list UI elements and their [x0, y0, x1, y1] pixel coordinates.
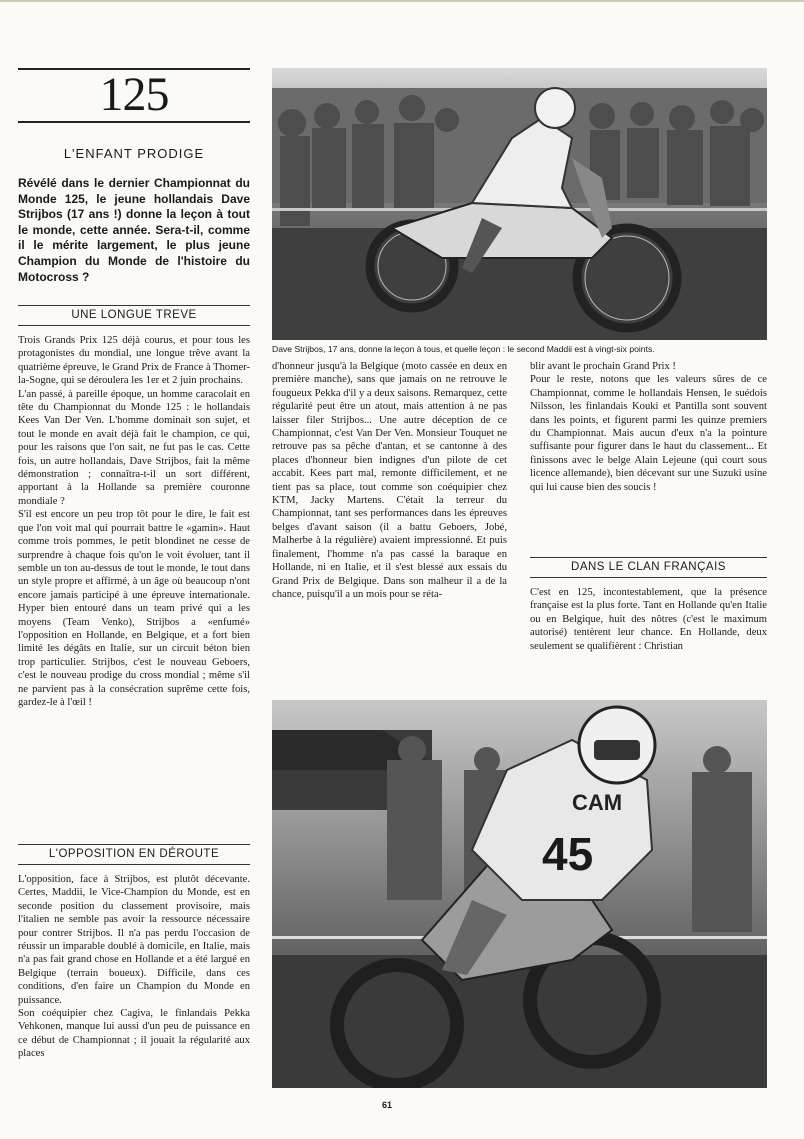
body-column-left-bottom [18, 873, 250, 1089]
motocross-rider-photo [272, 700, 767, 1088]
paragraph: Trois Grands Prix 125 déjà courus, et pour tous les protagonistes du mondial, une longue trêve avant la quatrième épreuve, le Grand Prix de France à Thomer-la-Sogne, qui se déroulera les 1er et 2 juin prochains. [18, 335, 250, 387]
subhead-longue-treve: UNE LONGUE TREVE [71, 309, 197, 321]
photo-christian [272, 700, 767, 1088]
paragraph: S'il est encore un peu trop tôt pour le dire, le fait est que l'on voit mal qui pourrait battre le «gamin». Haut comme trois pommes, le petit blondinet ne cesse de surprendre à chaque fois qu'on le voit évoluer, tant il semble un ton au-dessus de tout le monde, le tout dans un style propre et affirmé, à un âge où beaucoup n'ont encore jamais participé à une épreuve internationale. Hyper bien entouré dans un team privé qui a les moyens (Team Venko), Strijbos a «enfumé» l'opposition en Hollande, en Belgique, et a fort bien limité les dégâts en Italie, sur un circuit béton bien trop particulier. Strijbos, c'est le nouveau Geboers, c'est le nouveau prodige du cross mondial ; même s'il ne parvient pas à la consécration suprême cette fois, gardez-le à l'œil ! [18, 509, 250, 708]
subhead-rule [530, 557, 767, 558]
paragraph: C'est en 125, incontestablement, que la présence française est la plus forte. Tant en Hollande qu'en Italie ou en Belgique, huit des nôtres (c'est le maximum autorisé) tentèrent leur chance. En Hollande, deux seulement se qualifièrent : Christian [530, 587, 767, 652]
subhead-clan-francais: DANS LE CLAN FRANÇAIS [571, 561, 726, 573]
paragraph: d'honneur jusqu'à la Belgique (moto cassée en deux en première manche), sans que jamais on ne retrouve le fougueux Pekka d'il y a deux saisons. Remarquez, cette régularité peut être un atout, mais attention à ne pas laisser filer Strijbos... Une autre déception de ce Championnat, c'est Van Der Ven. Monsieur Touquet ne retrouve pas sa pêche d'antan, et se cantonne à des places d'honneur bien indignes d'un pilote de cet accabit. Kees part mal, remonte difficilement, et ne tient pas sa place, tout comme son coéquipier chez KTM, Jacky Martens. C'était la terreur du Championnat, tant ses performances dans les épreuves belges d'avant saison (il a battu Geboers, Jobé, Malherbe à la régulière) avaient impressionné. Et puis finalement, l'homme n'a pas cassé la baraque en Hollande, ni en Italie, et il s'est blessé aux essais du Grand Prix de Belgique. Dans son malheur il a de la chance, puisqu'il a un mois pour se réta- [272, 361, 507, 600]
race-number: 45 [542, 828, 594, 880]
paragraph: L'opposition, face à Strijbos, est plutôt décevante. Certes, Maddii, le Vice-Champion du Monde, est en seconde position du classement provisoire, mais l'italien ne semble pas avoir la ressource nécessaire pour contrer Strijbos. Il n'a pas perdu l'occasion de réussir un imparable doublé à domicile, en Italie, mais n'a pas fait grand chose en Hollande et a été largué en Belgique (terrain boueux). Difficile, dans ces conditions, d'en faire un Champion du Monde en puissance. [18, 874, 250, 1006]
lead-paragraph: Révélé dans le dernier Championnat du Monde 125, le jeune hollandais Dave Strijbos (17 ans !) donne la leçon à tout le monde, cette année. Sera-t-il, comme il le mérite largement, le plus jeune Champion du Monde de l'histoire du Motocross ? [18, 176, 250, 284]
jersey-lettering: CAM [572, 790, 623, 815]
photo-strijbos [272, 68, 767, 340]
subhead-rule [18, 325, 250, 326]
paragraph: blir avant le prochain Grand Prix ! [530, 361, 676, 372]
subhead-rule [18, 864, 250, 865]
article-title: L'ENFANT PRODIGE [63, 146, 205, 161]
paragraph: L'an passé, à pareille époque, un homme caracolait en tête du Championnat du Monde 125 : le hollandais Kees Van Der Ven. L'homme dominait son sujet, et tout le monde en avait déjà fait le champion, ce qui, pour les raisons que l'on sait, ne fut pas le cas. Cette fois, un autre hollandais, Dave Strijbos, fait la même démonstration ; connaîtra-t-il un sort différent, apportant à la Hollande sa première couronne mondiale ? [18, 388, 250, 507]
badge-bottom-rule [18, 121, 250, 123]
body-column-left-top [18, 334, 250, 828]
body-column-middle [272, 360, 507, 692]
page-number: 61 [381, 1100, 392, 1110]
paragraph: Pour le reste, notons que les valeurs sûres de ce Championnat, comme le hollandais Hensen, le suédois Nilsson, les finlandais Kouki et Pantilla sont souvent dans les points, et figurent parmi les quinze premiers du Championnat. Mais aucun d'eux n'a la pointure suffisante pour figurer dans le haut du classement... Et finissons avec le belge Alain Lejeune (qui court sous licence allemande), bien décevant sur une Suzuki usine qui lui cause bien des soucis ! [530, 374, 767, 493]
body-column-right [530, 360, 767, 542]
paragraph: Son coéquipier chez Cagiva, le finlandais Pekka Vehkonen, manque lui aussi d'un peu de puissance en ce début de Championnat ; il jouait la régularité aux places [18, 1008, 250, 1060]
subhead-opposition: L'OPPOSITION EN DÉROUTE [48, 848, 220, 860]
top-page-edge [0, 0, 804, 2]
body-column-right-bottom [530, 586, 767, 694]
subhead-rule [18, 305, 250, 306]
motocross-rider-photo [272, 68, 767, 340]
class-badge: 125 [99, 68, 169, 121]
subhead-rule [18, 844, 250, 845]
photo-caption-top: Dave Strijbos, 17 ans, donne la leçon à tous, et quelle leçon : le second Maddii est à vingt-six points. [272, 344, 655, 354]
subhead-rule [530, 577, 767, 578]
